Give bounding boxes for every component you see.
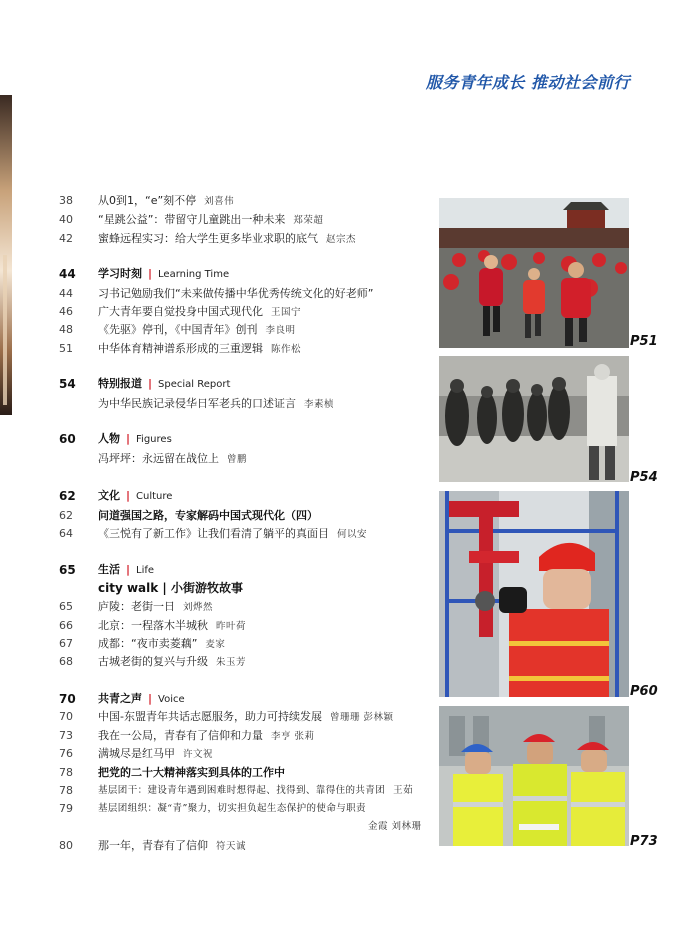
page-number: 73 — [59, 729, 73, 742]
article-title: 中华体育精神谱系形成的三重逻辑 — [98, 342, 263, 355]
page-banner: 服务青年成长 推动社会前行 — [425, 73, 630, 92]
article-author: 朱玉芳 — [216, 657, 247, 668]
article-title: 蜜蜂远程实习：给大学生更多毕业求职的底气 — [98, 232, 318, 245]
article-author: 李良明 — [265, 325, 296, 336]
article-title: 古城老街的复兴与升级 — [98, 655, 208, 668]
page-number: 65 — [59, 563, 76, 577]
article-title: 为中华民族记录侵华日军老兵的口述证言 — [98, 397, 296, 410]
page-number: 51 — [59, 342, 73, 355]
page-number: 68 — [59, 655, 73, 668]
page-number: 67 — [59, 637, 73, 650]
page-number: 70 — [59, 692, 76, 706]
section-title-en: Culture — [136, 491, 173, 502]
photo-label: P73 — [630, 834, 658, 849]
page-number: 44 — [59, 287, 73, 300]
section-title: 特别报道 — [98, 377, 142, 390]
article-author: 陈作松 — [271, 344, 302, 355]
article-author: 赵宗杰 — [326, 234, 357, 245]
page-number: 65 — [59, 600, 73, 613]
photo-label: P60 — [630, 684, 658, 699]
page-number: 78 — [59, 766, 73, 779]
section-title: 人物 — [98, 432, 120, 445]
article-author: 许文祝 — [183, 749, 214, 760]
page-number: 40 — [59, 213, 73, 226]
section-separator: | — [148, 267, 153, 280]
article-title: 习书记勉励我们“未来做传播中华优秀传统文化的好老师” — [98, 287, 374, 300]
article-title: 《三悦有了新工作》让我们看清了躺平的真面目 — [98, 527, 329, 540]
article-author: 金霞 刘林珊 — [368, 821, 422, 832]
article-title: 冯坪坪：永远留在战位上 — [98, 452, 219, 465]
page-number: 66 — [59, 619, 73, 632]
photo-engineers — [439, 706, 629, 846]
page-number: 76 — [59, 747, 73, 760]
section-title-en: Voice — [158, 694, 185, 705]
article-title: 那一年，青春有了信仰 — [98, 839, 208, 852]
section-separator: | — [126, 563, 131, 576]
section-title: 学习时刻 — [98, 267, 142, 280]
page-number: 38 — [59, 194, 73, 207]
article-author: 王茹 — [393, 785, 414, 796]
photo-historical — [439, 356, 629, 482]
section-title: 共青之声 — [98, 692, 142, 705]
page-number: 79 — [59, 802, 73, 815]
article-title: 庐陵：老街一日 — [98, 600, 175, 613]
photo-label: P54 — [630, 470, 658, 485]
article-title: 基层团组织：凝“青”聚力，切实担负起生态保护的使命与职责 — [98, 803, 366, 814]
section-title-en: Life — [136, 565, 155, 576]
section-separator: | — [126, 489, 131, 502]
section-separator: | — [126, 432, 131, 445]
article-author: 曾珊珊 彭林颖 — [329, 712, 394, 723]
article-author: 王国宁 — [271, 307, 302, 318]
article-author: 李亨 张莉 — [271, 731, 315, 742]
article-author: 何以安 — [337, 529, 368, 540]
page-number: 60 — [59, 432, 76, 446]
page-number: 54 — [59, 377, 76, 391]
page-number: 46 — [59, 305, 73, 318]
photo-label: P51 — [630, 334, 658, 349]
article-title: 基层团干：建设青年遇到困难时想得起、找得到、靠得住的共青团 — [98, 785, 386, 796]
page-number: 78 — [59, 784, 73, 797]
article-author: 麦家 — [205, 639, 226, 650]
article-author: 郑荣超 — [293, 215, 324, 226]
article-title: 问道强国之路，专家解码中国式现代化（四） — [98, 509, 318, 522]
article-title: 中国-东盟青年共话志愿服务，助力可持续发展 — [98, 710, 322, 723]
article-title: 广大青年要自觉投身中国式现代化 — [98, 305, 263, 318]
section-title-en: Learning Time — [158, 269, 230, 280]
photo-marathon — [439, 198, 629, 348]
section-title: 文化 — [98, 489, 120, 502]
article-title: 成都：“夜市卖菱藕” — [98, 637, 198, 650]
page-number: 80 — [59, 839, 73, 852]
article-author: 符天诚 — [216, 841, 247, 852]
article-title: 从0到1，“e”刻不停 — [98, 194, 197, 207]
article-title: 北京：一程落木半城秋 — [98, 619, 208, 632]
article-title: 满城尽是红马甲 — [98, 747, 175, 760]
section-separator: | — [148, 692, 153, 705]
page-number: 42 — [59, 232, 73, 245]
page-number: 62 — [59, 509, 73, 522]
page-number: 44 — [59, 267, 76, 281]
article-author: 曾鹏 — [227, 454, 248, 465]
article-title: “星跳公益”：带留守儿童跳出一种未来 — [98, 213, 286, 226]
page-number: 48 — [59, 323, 73, 336]
article-title: 《先驱》停刊，《中国青年》创刊 — [98, 323, 258, 336]
page-number: 70 — [59, 710, 73, 723]
page-number: 64 — [59, 527, 73, 540]
subsection-title: city walk | 小街游牧故事 — [98, 581, 243, 595]
article-author: 昨叶荷 — [216, 621, 247, 632]
article-title: 我在一公局，青春有了信仰和力量 — [98, 729, 263, 742]
section-title-en: Special Report — [158, 379, 231, 390]
section-title: 生活 — [98, 563, 120, 576]
photo-worker — [439, 491, 629, 697]
section-separator: | — [148, 377, 153, 390]
article-author: 刘喜伟 — [204, 196, 235, 207]
section-title-en: Figures — [136, 434, 172, 445]
article-title: 把党的二十大精神落实到具体的工作中 — [98, 766, 285, 779]
article-author: 李素桢 — [304, 399, 335, 410]
article-author: 刘烨然 — [183, 602, 214, 613]
page-number: 62 — [59, 489, 76, 503]
